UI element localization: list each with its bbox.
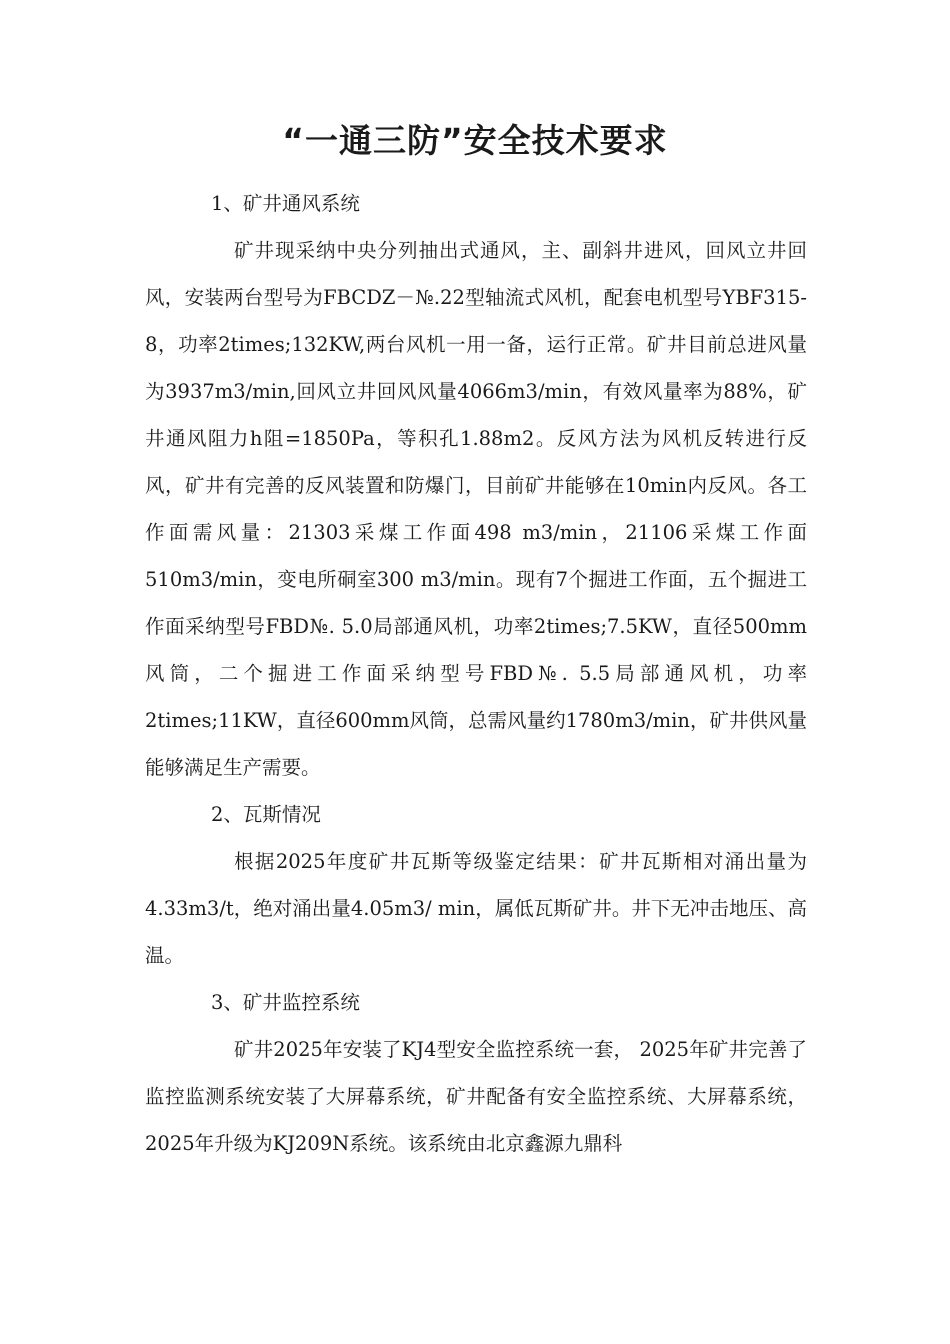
section-paragraph-monitoring: 矿井2025年安装了KJ4型安全监控系统一套， 2025年矿井完善了监控监测系统安装了大屏幕系统，矿井配备有安全监控系统、大屏幕系统，2025年升级为KJ209N系统。该系统由北京鑫源九鼎科 — [145, 1038, 807, 1155]
section-heading-gas: 2、瓦斯情况 — [211, 803, 321, 826]
section-heading-monitoring: 3、矿井监控系统 — [211, 991, 360, 1014]
section-paragraph-ventilation: 矿井现采纳中央分列抽出式通风，主、副斜井进风，回风立井回风，安装两台型号为FBCDZ－№.22型轴流式风机，配套电机型号YBF315-8，功率2times;132KW,两台风机一用一备，运行正常。矿井目前总进风量为3937m3/min,回风立井回风风量4066m3/min，有效风量率为88%，矿井通风阻力h阻=1850Pa，等积孔1.88m2。反风方法为风机反转进行反风，矿井有完善的反风装置和防爆门，目前矿井能够在10min内反风。各工作面需风量：21303采煤工作面498 m3/min，21106采煤工作面510m3/min，变电所硐室300 m3/min。现有7个掘进工作面，五个掘进工作面采纳型号FBD№. 5.0局部通风机，功率2times;7.5KW，直径500mm风筒，二个掘进工作面采纳型号FBD№. 5.5局部通风机，功率2times;11KW，直径600mm风筒，总需风量约1780m3/min，矿井供风量能够满足生产需要。 — [145, 239, 807, 779]
section-heading-ventilation: 1、矿井通风系统 — [211, 192, 360, 215]
document-body — [145, 180, 807, 1167]
document-title: “一通三防”安全技术要求 — [282, 121, 668, 160]
section-paragraph-gas: 根据2025年度矿井瓦斯等级鉴定结果：矿井瓦斯相对涌出量为4.33m3/t，绝对涌出量4.05m3/ min，属低瓦斯矿井。井下无冲击地压、高温。 — [145, 850, 807, 967]
